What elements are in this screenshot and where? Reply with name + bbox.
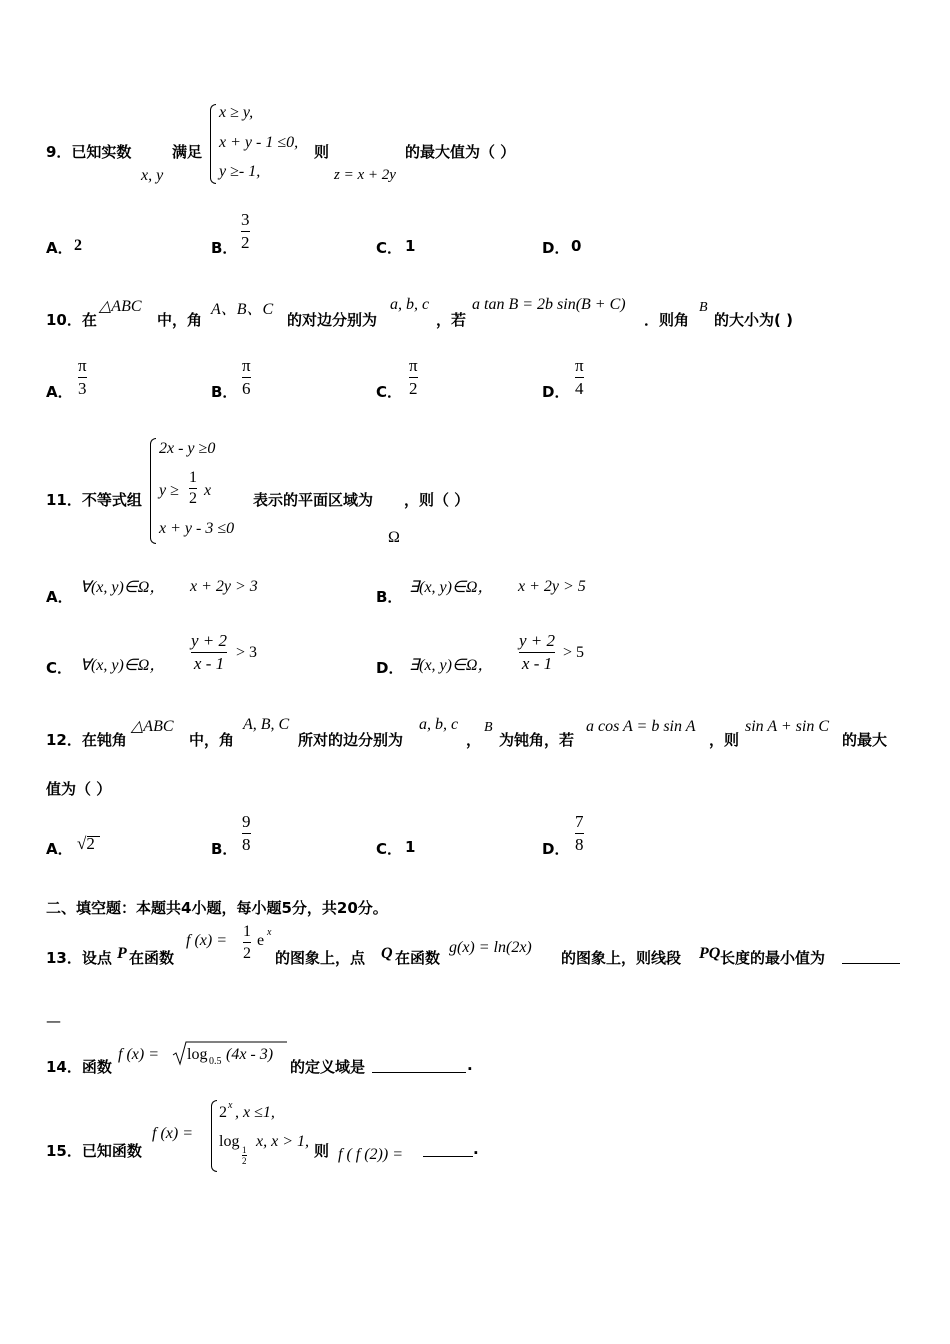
q11-option-b-label: B． xyxy=(376,588,403,606)
q11-option-b-expr: x + 2y > 5 xyxy=(518,578,586,595)
q10-stem-2: 中，角 xyxy=(157,311,203,329)
q12-stem-5: 为钝角，若 xyxy=(499,731,575,749)
q9-option-b-den: 2 xyxy=(241,233,250,252)
q12-option-c: 1 xyxy=(405,838,416,856)
q9-option-b-num: 3 xyxy=(241,210,250,229)
q9-system-brace xyxy=(210,104,216,184)
q9-option-a-label: A． xyxy=(46,239,73,257)
q14-log-arg: (4x - 3) xyxy=(226,1046,274,1063)
q9-stem-3: 则 xyxy=(314,143,330,161)
q11-stem-1: 11．不等式组 xyxy=(46,491,142,509)
q10-stem-1: 10．在 xyxy=(46,311,97,329)
q13-f-sup: x xyxy=(267,927,272,938)
q12-triangle: △ABC xyxy=(131,718,174,735)
q14-log: log xyxy=(187,1046,208,1063)
q15-case-1-sup: x xyxy=(228,1100,233,1111)
q12-stem-7: 的最大 xyxy=(842,731,888,749)
q9-sys-3: y ≥- 1, xyxy=(219,163,261,180)
q11-stem-2: 表示的平面区域为 xyxy=(253,491,374,509)
q10-option-d-label: D． xyxy=(542,383,570,401)
q15-stem-2: 则 xyxy=(314,1142,330,1160)
q9-sys-2: x + y - 1 ≤0, xyxy=(219,134,299,151)
q14-answer-blank[interactable] xyxy=(372,1071,466,1073)
q15-case-2-base-den: 2 xyxy=(242,1156,247,1166)
q12-option-a-label: A． xyxy=(46,840,73,858)
q12-option-b-label: B． xyxy=(211,840,238,858)
q11-sys-2-den: 2 xyxy=(189,490,197,507)
q10-stem-3: 的对边分别为 xyxy=(287,311,378,329)
q11-option-c-quantifier: ∀(x, y)∈Ω， xyxy=(80,657,166,674)
q15-case-1-condition: , x ≤1, xyxy=(235,1104,275,1121)
q14-log-base: 0.5 xyxy=(209,1056,222,1067)
q12-stem-8: 值为（ ） xyxy=(46,780,112,798)
q13-stem-1: 13．设点 xyxy=(46,949,112,967)
q12-option-d-den: 8 xyxy=(575,835,584,854)
q10-option-d-num: π xyxy=(575,356,584,375)
q14-stem-1: 14．函数 xyxy=(46,1058,112,1076)
q11-option-c-den: x - 1 xyxy=(193,654,225,673)
q13-point-q: Q xyxy=(381,945,393,962)
q13-f-fraction xyxy=(243,921,251,964)
q9-sys-1: x ≥ y, xyxy=(219,104,254,121)
q12-option-d-num: 7 xyxy=(575,812,584,831)
q10-equation: a tan B = 2b sin(B + C) xyxy=(472,296,626,313)
q13-stem-4: 在函数 xyxy=(395,949,441,967)
q9-option-c: 1 xyxy=(405,237,416,255)
q11-option-c-relation: > 3 xyxy=(236,644,258,661)
q13-f-num: 1 xyxy=(243,923,251,940)
q10-angle-b: B xyxy=(699,300,708,315)
q9-vars: x, y xyxy=(141,167,164,184)
q12-stem-2: 中，角 xyxy=(189,731,235,749)
q12-option-b-num: 9 xyxy=(242,812,251,831)
q15-answer-blank[interactable] xyxy=(423,1155,473,1157)
q15-stem-1: 15．已知函数 xyxy=(46,1142,142,1160)
q13-answer-blank[interactable] xyxy=(842,962,900,964)
q11-sys-1: 2x - y ≥0 xyxy=(159,440,216,457)
q12-option-b-fraction xyxy=(242,811,251,856)
q10-option-d-fraction xyxy=(575,355,584,400)
q13-segment-pq: PQ xyxy=(699,945,721,962)
q12-sides: a, b, c xyxy=(419,716,459,733)
q12-option-c-label: C． xyxy=(376,840,403,858)
q13-stem-6: 长度的最小值为 xyxy=(720,949,826,967)
q12-option-a: √2 xyxy=(77,834,95,853)
q15-case-1: 2 xyxy=(219,1104,227,1121)
q11-option-c-num: y + 2 xyxy=(191,631,228,650)
q15-end: . xyxy=(473,1140,479,1158)
q10-option-b-num: π xyxy=(242,356,251,375)
q10-option-d-den: 4 xyxy=(575,379,584,398)
q11-sys-2a: y ≥ xyxy=(159,482,179,499)
q14-stem-2: 的定义域是 xyxy=(290,1058,366,1076)
q13-point-p: P xyxy=(117,945,127,962)
q12-option-a-sqrt-bar xyxy=(87,836,100,837)
q11-omega: Ω xyxy=(388,529,400,546)
q11-option-a-expr: x + 2y > 3 xyxy=(190,578,258,595)
q10-option-a-fraction xyxy=(78,355,87,400)
q9-option-d: 0 xyxy=(571,237,582,255)
q9-option-c-label: C． xyxy=(376,239,403,257)
q10-option-c-fraction xyxy=(409,355,418,400)
q10-option-c-label: C． xyxy=(376,383,403,401)
q11-option-b-quantifier: ∃(x, y)∈Ω， xyxy=(409,579,494,596)
q9-stem-2: 满足 xyxy=(172,143,203,161)
q11-option-d-label: D． xyxy=(376,659,404,677)
q13-f-e: e xyxy=(257,932,265,949)
q9-option-d-label: D． xyxy=(542,239,570,257)
q15-f: f (x) = xyxy=(152,1125,193,1142)
q10-option-b-label: B． xyxy=(211,383,238,401)
q12-angle-b: B xyxy=(484,720,493,735)
q13-stem-5: 的图象上，则线段 xyxy=(561,949,682,967)
q15-case-2-base xyxy=(242,1145,247,1166)
q10-stem-5: ．则角 xyxy=(644,311,690,329)
q13-dash: — xyxy=(46,1012,61,1030)
q10-angles: A、B、C xyxy=(211,301,274,318)
q11-option-d-fraction xyxy=(519,630,555,675)
q10-stem-4: ，若 xyxy=(436,311,467,329)
q9-option-b-fraction xyxy=(241,209,250,254)
q13-f-den: 2 xyxy=(243,945,251,962)
q12-option-b-den: 8 xyxy=(242,835,251,854)
q11-sys-2-fraction xyxy=(189,468,197,509)
q13-stem-2: 在函数 xyxy=(129,949,175,967)
q10-sides: a, b, c xyxy=(390,296,430,313)
q11-stem-3: ，则（ ） xyxy=(404,491,470,509)
q9-option-a: 2 xyxy=(74,237,82,254)
q11-option-c-fraction xyxy=(191,630,227,675)
q9-stem-4: 的最大值为（ ） xyxy=(405,143,516,161)
q12-stem-4: ， xyxy=(466,731,482,749)
q10-option-a-num: π xyxy=(78,356,87,375)
q13-stem-3: 的图象上，点 xyxy=(275,949,366,967)
section-2-heading: 二、填空题：本题共4小题，每小题5分，共20分。 xyxy=(46,899,388,917)
q11-sys-2-num: 1 xyxy=(189,469,197,486)
q15-case-2-condition: x, x > 1, xyxy=(256,1133,309,1150)
q12-equation: a cos A = b sin A xyxy=(586,718,696,735)
q12-stem-6: ，则 xyxy=(709,731,740,749)
q11-option-d-relation: > 5 xyxy=(563,644,585,661)
q11-sys-2b: x xyxy=(204,482,212,499)
q15-expression: f ( f (2)) = xyxy=(338,1146,403,1163)
q10-triangle: △ABC xyxy=(99,298,142,315)
q11-option-a-quantifier: ∀(x, y)∈Ω， xyxy=(80,579,166,596)
q11-system-brace xyxy=(150,438,156,544)
q13-f: f (x) = xyxy=(186,932,227,949)
q12-stem-3: 所对的边分别为 xyxy=(298,731,404,749)
q9-option-b-label: B． xyxy=(211,239,238,257)
q15-case-2-log: log xyxy=(219,1133,240,1150)
q11-sys-3: x + y - 3 ≤0 xyxy=(159,520,235,537)
q11-option-c-label: C． xyxy=(46,659,73,677)
q10-option-b-den: 6 xyxy=(242,379,251,398)
q11-option-d-den: x - 1 xyxy=(521,654,553,673)
q12-expression: sin A + sin C xyxy=(745,718,830,735)
q12-angles: A, B, C xyxy=(243,716,290,733)
q10-option-a-den: 3 xyxy=(78,379,87,398)
q15-case-2-base-num: 1 xyxy=(242,1145,247,1155)
q12-option-d-fraction xyxy=(575,811,584,856)
q9-objective: z = x + 2y xyxy=(334,167,396,183)
q11-option-a-label: A． xyxy=(46,588,73,606)
q10-option-a-label: A． xyxy=(46,383,73,401)
q14-f: f (x) = xyxy=(118,1046,159,1063)
q11-option-d-quantifier: ∃(x, y)∈Ω， xyxy=(409,657,494,674)
q12-option-d-label: D． xyxy=(542,840,570,858)
q15-piecewise-brace xyxy=(211,1100,217,1172)
q14-end: . xyxy=(467,1056,473,1074)
q10-stem-6: 的大小为( ) xyxy=(714,311,793,329)
q10-option-c-num: π xyxy=(409,356,418,375)
q10-option-c-den: 2 xyxy=(409,379,418,398)
q12-stem-1: 12．在钝角 xyxy=(46,731,127,749)
q10-option-b-fraction xyxy=(242,355,251,400)
q11-option-d-num: y + 2 xyxy=(519,631,556,650)
q13-g: g(x) = ln(2x) xyxy=(449,939,532,956)
q9-stem-1: 9．已知实数 xyxy=(46,143,132,161)
